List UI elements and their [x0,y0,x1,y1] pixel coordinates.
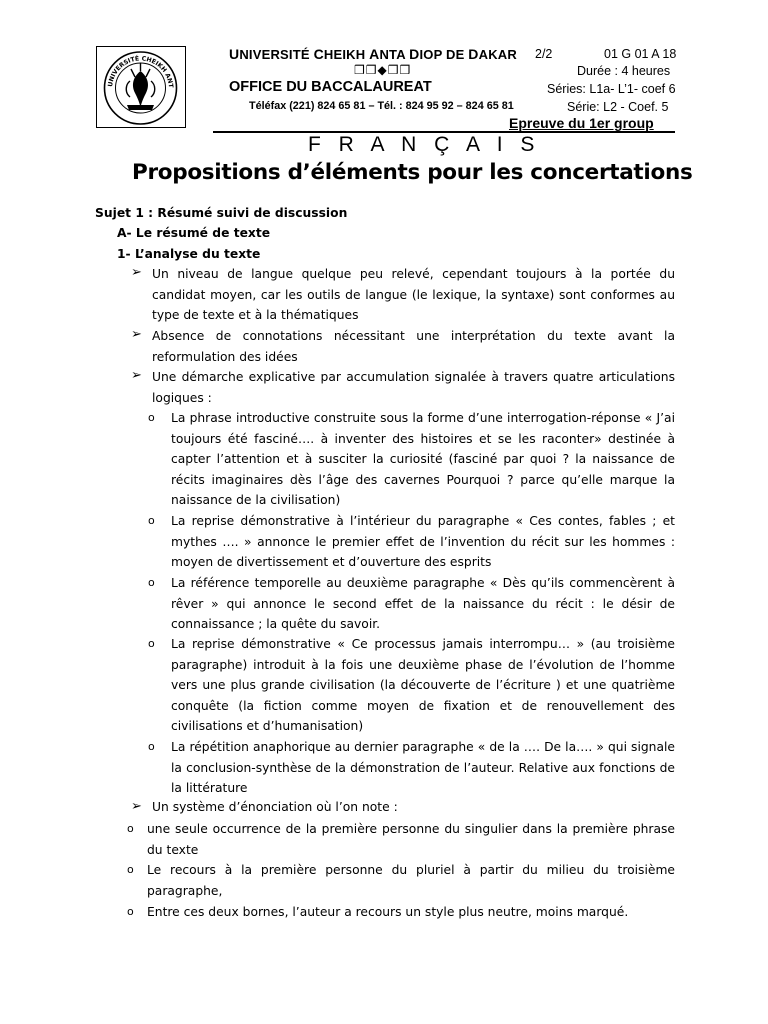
circle-bullet-icon: o [148,637,155,650]
exam-duration: Durée : 4 heures [577,64,671,78]
section-a-heading: A- Le résumé de texte [117,226,271,240]
bullet-1: Un niveau de langue quelque peu relevé, cependant toujours à la portée du candidat moyen, car les outils de langue (le lexique, la syntaxe) sont conformes au type de texte et à la thématiques [152,267,675,322]
sub-bullet-3: La référence temporelle au deuxième paragraphe « Dès qu’ils commencèrent à rêver » qui annonce le second effet de la naissance du récit : le désir de connaissance ; la quête du savoir. [171,576,675,631]
circle-bullet-icon: o [148,740,155,753]
university-seal-logo [96,46,186,128]
telefax-line: Téléfax (221) 824 65 81 – Tél. : 824 95 92 – 824 65 81 [249,100,514,112]
arrow-bullet-icon: ➢ [131,327,142,342]
bullet-3: Une démarche explicative par accumulation signalée à travers quatre articulations logiques : [152,370,675,405]
sub-bullet-2: La reprise démonstrative à l’intérieur du paragraphe « Ces contes, fables ; et mythes …. » annonce le premier effet de l’invention du récit sur les hommes : moyen de divertissement et d’ouverture des esprits [171,514,675,569]
exam-code: 01 G 01 A 18 [604,47,677,61]
bullet-2: Absence de connotations nécessitant une interprétation du texte avant la reformulation des idées [152,329,675,364]
seal-emblem-icon [97,47,184,126]
sujet-heading: Sujet 1 : Résumé suivi de discussion [95,206,348,220]
page-number: 2/2 [535,47,553,61]
section-1-heading: 1- L’analyse du texte [117,247,261,261]
exam-series-1: Séries: L1a- L’1- coef 6 [547,82,676,96]
epreuve-label: Epreuve du 1er group [509,115,654,131]
document-subtitle: Propositions d’éléments pour les concertations [132,160,693,185]
university-name: UNIVERSITÉ CHEIKH ANTA DIOP DE DAKAR [229,46,517,62]
office-title: OFFICE DU BACCALAUREAT [229,79,432,95]
circle-bullet-icon: o [148,411,155,424]
sub-bullet-1: La phrase introductive construite sous la forme d’une interrogation-réponse « J’ai toujours été fasciné…. à inventer des histoires et se les raconter» destinée à capter l’attention et à susciter la curiosité (fasciné par quoi ? la naissance de récits imaginaires dès l’âge des cavernes Pourquoi ? parce qu’elle marque la naissance de la civilisation) [171,411,675,507]
sub-bullet-5: La répétition anaphorique au dernier paragraphe « de la …. De la…. » qui signale la conclusion-synthèse de la démonstration de l’auteur. Relative aux fonctions de la littérature [171,740,675,795]
header-ornament: ❒❒◆❒❒ [354,63,412,77]
circle-bullet-icon: o [127,863,134,876]
circle-bullet-icon: o [148,576,155,589]
seal-text: UNIVERSITÉ CHEIKH ANT [107,55,174,88]
arrow-bullet-icon: ➢ [131,368,142,383]
bullet-4: Un système d’énonciation où l’on note : [152,800,398,814]
enonciation-3: Entre ces deux bornes, l’auteur a recours un style plus neutre, moins marqué. [147,905,629,919]
arrow-bullet-icon: ➢ [131,799,142,814]
enonciation-1: une seule occurrence de la première personne du singulier dans la première phrase du texte [147,822,675,857]
enonciation-2: Le recours à la première personne du pluriel à partir du milieu du troisième paragraphe, [147,863,675,898]
arrow-bullet-icon: ➢ [131,265,142,280]
exam-series-2: Série: L2 - Coef. 5 [567,100,669,114]
sub-bullet-4: La reprise démonstrative « Ce processus jamais interrompu… » (au troisième paragraphe) introduit à la fois une deuxième phase de l’évolution de l’homme vers une plus grande civilisation (la découverte de l’écriture ) et une quatrième conquête (la fiction comme moyen de fixation et de renouvellement des civilisations et d’humanisation) [171,637,675,733]
circle-bullet-icon: o [127,905,134,918]
circle-bullet-icon: o [127,822,134,835]
circle-bullet-icon: o [148,514,155,527]
subject-title: F R A N Ç A I S [308,133,541,156]
